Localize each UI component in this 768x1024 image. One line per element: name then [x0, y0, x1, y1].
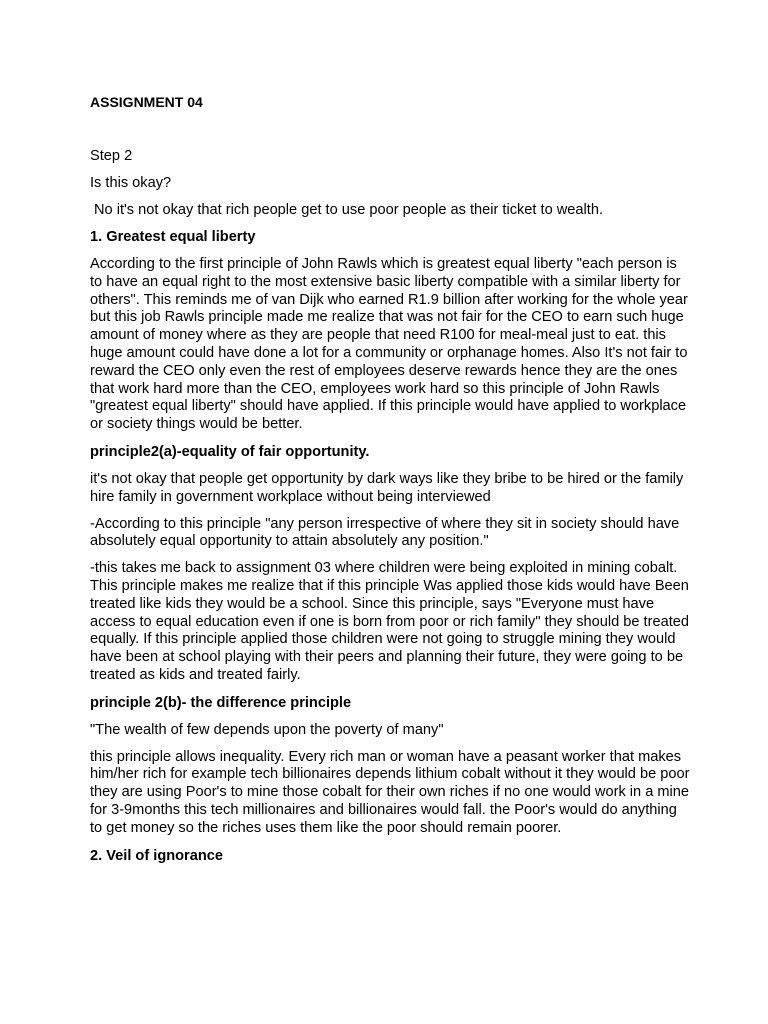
section-difference-principle: [90, 694, 690, 838]
document-page: [90, 93, 690, 875]
section-heading: principle 2(b)- the difference principle: [90, 694, 352, 711]
section-paragraph: "The wealth of few depends upon the poverty of many": [90, 721, 444, 738]
answer-text: No it's not okay that rich people get to use poor people as their ticket to wealth.: [94, 202, 603, 218]
step-label: Step 2: [90, 148, 133, 164]
assignment-title: ASSIGNMENT 04: [90, 94, 203, 110]
section-heading: 1. Greatest equal liberty: [90, 229, 256, 245]
section-paragraph: According to the first principle of John Rawls which is greatest equal liberty "each person is to have an equal right to the most extensive basic liberty compatible with a similar liberty for others". This reminds me of van Dijk who earned R1.9 billion after working for the whole year but this job Rawls principle made me realize that was not fair for the CEO to earn such huge amount of money where as they are people that need R100 for meal-meal just to eat. this huge amount could have done a lot for a community or orphanage homes. Also It's not fair to reward the CEO only even the rest of employees deserve rewards hence they are the ones that work hard more than the CEO, employees work hard so this principle of John Rawls "greatest equal liberty" should have applied. If this principle would have applied to workplace or society things would be better.: [90, 256, 688, 433]
section-equality-of-fair-opportunity: [90, 443, 690, 685]
section-paragraph: it's not okay that people get opportunity by dark ways like they bribe to be hired or the family hire family in government workplace without being interviewed: [90, 470, 684, 505]
section-paragraph: -this takes me back to assignment 03 where children were being exploited in mining cobalt. This principle makes me realize that if this principle Was applied those kids would have Been treated like kids they would be a school. Since this principle, says "Everyone must have access to equal education even if one is born from poor or rich family" they should be treated equally. If this principle applied those children were not going to struggle mining they would have been at school playing with their peers and planning their future, they were going to be treated as kids and treated fairly.: [90, 560, 689, 683]
section-paragraph: -According to this principle "any person irrespective of where they sit in society should have absolutely equal opportunity to attain absolutely any position.": [90, 515, 680, 550]
section-heading: principle2(a)-equality of fair opportunity.: [90, 443, 370, 460]
section-greatest-equal-liberty: [90, 228, 690, 434]
section-veil-of-ignorance: [90, 847, 690, 865]
section-paragraph: this principle allows inequality. Every rich man or woman have a peasant worker that makes him/her rich for example tech billionaires depends lithium cobalt without it they would be poor they are using Poor's to mine those cobalt for their own riches if no one would work in a mine for 3-9months this tech millionaires and billionaires would fall. the Poor's would do anything to get money so the riches uses them like the poor should remain poorer.: [90, 748, 690, 836]
section-heading: 2. Veil of ignorance: [90, 847, 224, 864]
question-text: Is this okay?: [90, 175, 172, 191]
